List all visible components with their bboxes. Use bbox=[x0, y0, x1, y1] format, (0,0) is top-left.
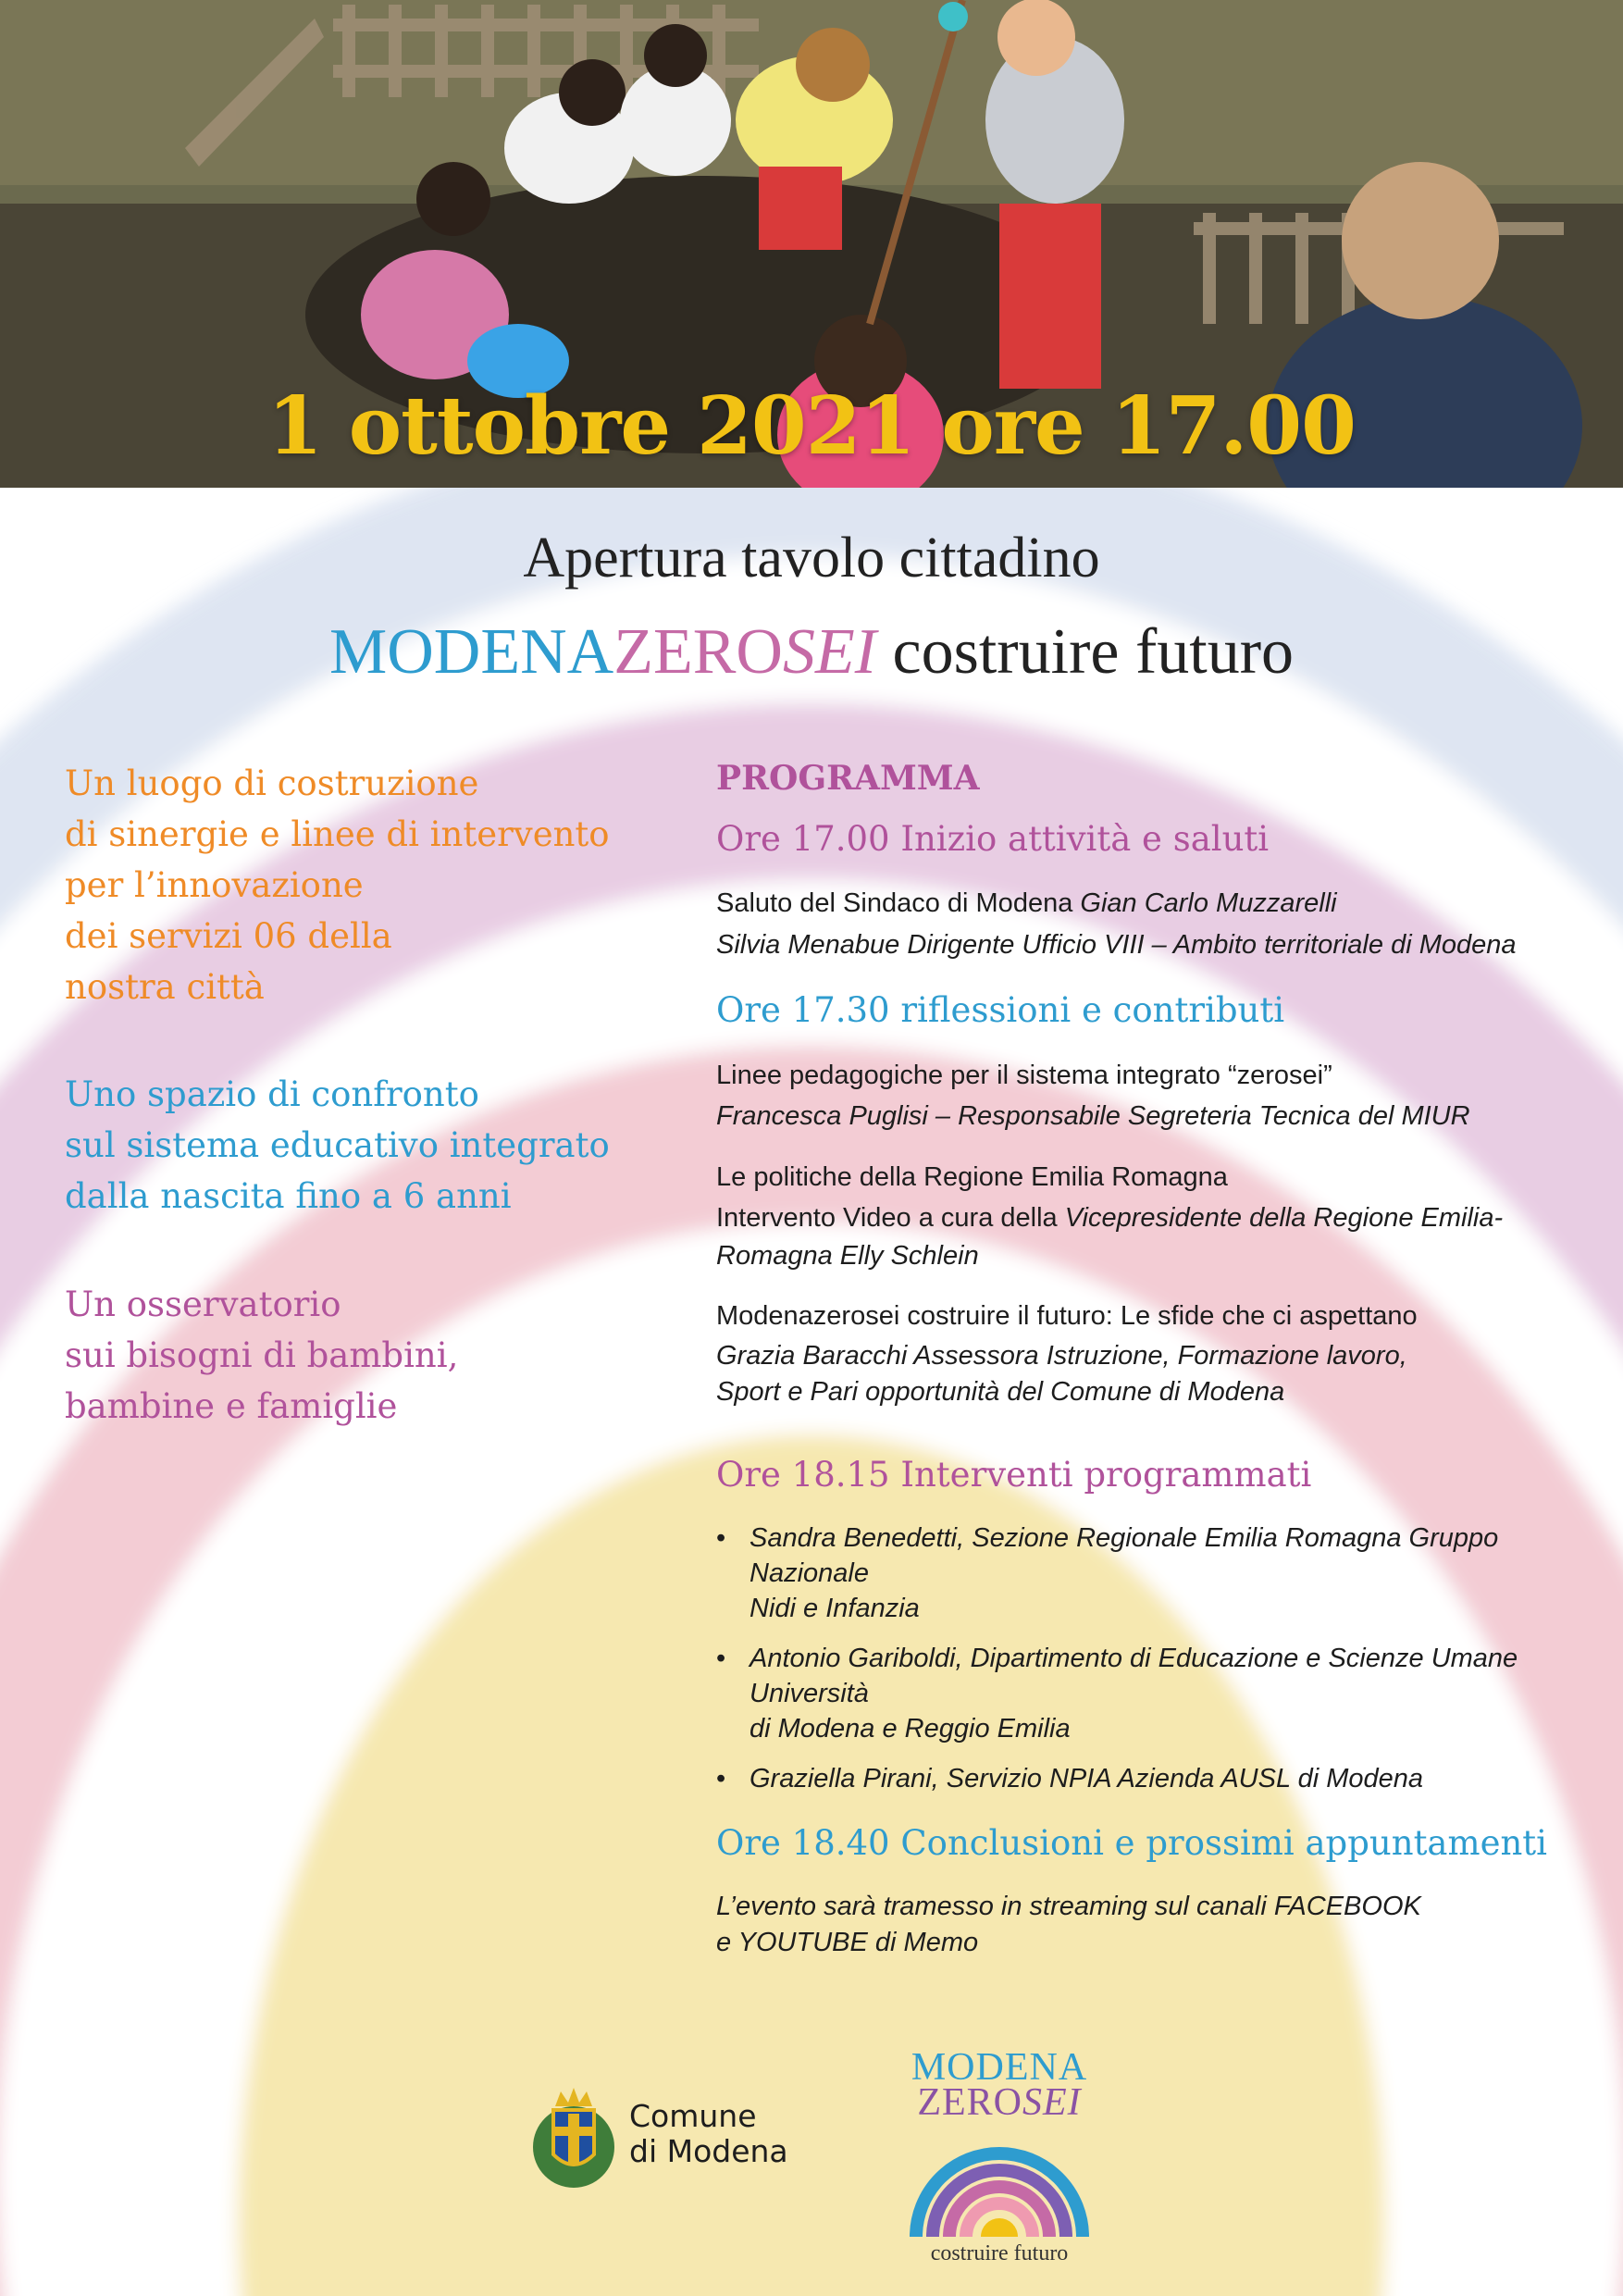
list-line: Graziella Pirani, Servizio NPIA Azienda AUSL di Modena bbox=[750, 1764, 1424, 1793]
list-line: Università bbox=[750, 1679, 869, 1708]
bullet-icon: • bbox=[716, 1764, 726, 1793]
session-4-time: Ore 18.40 Conclusioni e prossimi appuntamenti bbox=[716, 1823, 1548, 1863]
talk-b-line-2: Romagna Elly Schlein bbox=[716, 1241, 979, 1271]
intro-line: per l’innovazione bbox=[65, 865, 364, 905]
list-item bbox=[716, 1761, 1518, 1796]
speaker-list bbox=[716, 1520, 1518, 1796]
talk-c-line-2: Sport e Pari opportunità del Comune di Modena bbox=[716, 1377, 1285, 1407]
talk-c-line-1: Grazia Baracchi Assessora Istruzione, Formazione lavoro, bbox=[716, 1341, 1407, 1371]
comune-name bbox=[629, 2099, 788, 2169]
title-zero: ZERO bbox=[613, 616, 783, 688]
talk-a-title: Linee pedagogiche per il sistema integrato “zerosei” bbox=[716, 1061, 1332, 1090]
list-line: Antonio Gariboldi, Dipartimento di Educazione e Scienze Umane bbox=[750, 1644, 1518, 1673]
intro-line: Uno spazio di confronto bbox=[65, 1074, 479, 1114]
session-3-time: Ore 18.15 Interventi programmati bbox=[716, 1455, 1312, 1495]
bullet-icon: • bbox=[716, 1644, 726, 1673]
logo-tagline: costruire futuro bbox=[930, 2241, 1069, 2265]
event-subtitle bbox=[0, 615, 1623, 689]
intro-block-2 bbox=[65, 1069, 694, 1222]
text: Saluto del Sindaco di Modena bbox=[716, 888, 1081, 918]
intro-block-3 bbox=[65, 1279, 694, 1432]
intro-line: sul sistema educativo integrato bbox=[65, 1125, 610, 1165]
session-1-line-1 bbox=[716, 886, 1337, 921]
logo-zerosei bbox=[888, 2080, 1110, 2125]
event-date-banner: 1 ottobre 2021 ore 17.00 bbox=[267, 379, 1356, 473]
list-line: Sandra Benedetti, Sezione Regionale Emilia Romagna Gruppo bbox=[750, 1523, 1499, 1553]
logo-zero: ZERO bbox=[917, 2081, 1022, 2124]
logo-modena: MODENA bbox=[911, 2046, 1088, 2089]
comune-di-modena-logo bbox=[527, 2082, 805, 2184]
talk-b-title: Le politiche della Regione Emilia Romagna bbox=[716, 1162, 1228, 1192]
comune-line-1: Comune bbox=[629, 2098, 757, 2134]
intro-line: bambine e famiglie bbox=[65, 1386, 398, 1426]
intro-line: di sinergie e linee di intervento bbox=[65, 814, 610, 854]
text: Intervento Video a cura della bbox=[716, 1203, 1065, 1233]
title-rest: costruire futuro bbox=[876, 616, 1295, 688]
programme-heading: PROGRAMMA bbox=[716, 759, 980, 798]
intro-line: nostra città bbox=[65, 967, 265, 1007]
intro-line: dalla nascita fino a 6 anni bbox=[65, 1176, 512, 1216]
talk-b-line-1 bbox=[716, 1200, 1503, 1235]
intro-line: Un osservatorio bbox=[65, 1285, 341, 1324]
modenazerosei-logo bbox=[888, 2045, 1110, 2267]
intro-line: Un luogo di costruzione bbox=[65, 763, 479, 803]
streaming-note-line-2: e YOUTUBE di Memo bbox=[716, 1928, 979, 1957]
event-title: Apertura tavolo cittadino bbox=[523, 527, 1100, 590]
speaker-role: Vicepresidente della Regione Emilia- bbox=[1064, 1203, 1504, 1233]
intro-block-1 bbox=[65, 758, 694, 1012]
intro-line: sui bisogni di bambini, bbox=[65, 1335, 459, 1375]
streaming-note-line-1: L’evento sarà tramesso in streaming sul canali FACEBOOK bbox=[716, 1892, 1421, 1921]
talk-c-title: Modenazerosei costruire il futuro: Le sfide che ci aspettano bbox=[716, 1301, 1418, 1331]
session-2-time: Ore 17.30 riflessioni e contributi bbox=[716, 990, 1285, 1030]
intro-line: dei servizi 06 della bbox=[65, 916, 392, 956]
speaker-name: Gian Carlo Muzzarelli bbox=[1080, 888, 1337, 918]
coat-of-arms-icon bbox=[527, 2082, 620, 2193]
list-line: Nidi e Infanzia bbox=[750, 1594, 920, 1623]
title-sei: SEI bbox=[782, 616, 877, 688]
list-line: di Modena e Reggio Emilia bbox=[750, 1714, 1071, 1744]
title-modena: MODENA bbox=[328, 616, 614, 688]
session-1-line-2: Silvia Menabue Dirigente Ufficio VIII – Ambito territoriale di Modena bbox=[716, 930, 1517, 960]
session-1-time: Ore 17.00 Inizio attività e saluti bbox=[716, 819, 1270, 859]
list-item bbox=[716, 1641, 1518, 1746]
list-item bbox=[716, 1520, 1518, 1626]
logo-sei: SEI bbox=[1022, 2081, 1082, 2124]
bullet-icon: • bbox=[716, 1523, 726, 1553]
list-line: Nazionale bbox=[750, 1558, 869, 1588]
talk-a-speaker: Francesca Puglisi – Responsabile Segreteria Tecnica del MIUR bbox=[716, 1101, 1470, 1131]
rainbow-icon bbox=[907, 2133, 1092, 2240]
comune-line-2: di Modena bbox=[629, 2133, 788, 2169]
